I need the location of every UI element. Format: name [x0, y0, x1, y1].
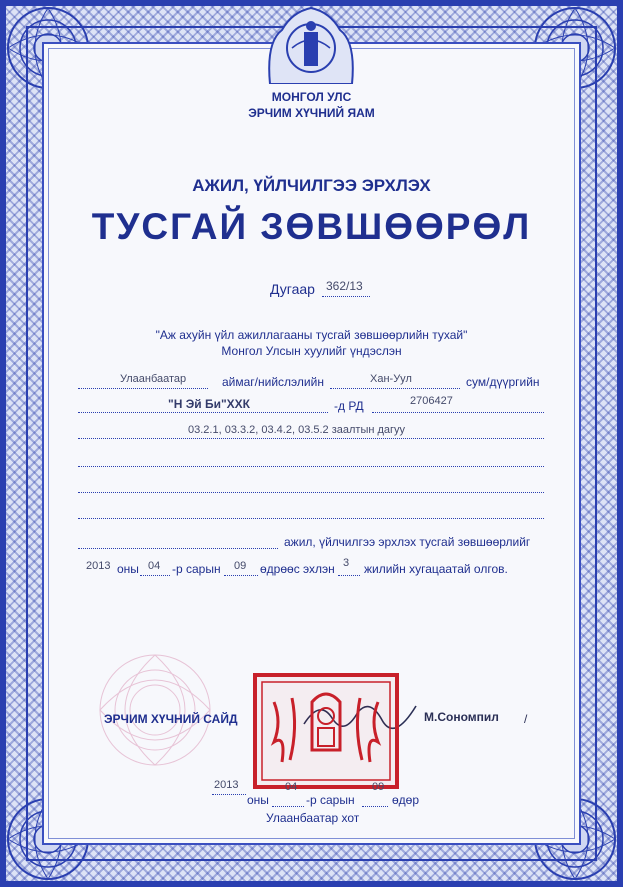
city-value: Улаанбаатар [120, 373, 187, 385]
issue-month-label: -р сарын [306, 793, 355, 807]
law-basis-line1: "Аж ахуйн үйл ажиллагааны тусгай зөвшөөрлийн тухай" [155, 328, 468, 342]
country-name: МОНГОЛ УЛС [271, 90, 352, 104]
fill-line [330, 388, 460, 389]
official-seal-stamp-icon [252, 672, 400, 790]
validity-years: 3 [343, 557, 350, 569]
state-emblem-icon [262, 2, 360, 84]
fill-line [362, 806, 388, 807]
document-subtitle: АЖИЛ, ҮЙЛЧИЛГЭЭ ЭРХЛЭХ [192, 176, 431, 195]
number-label: Дугаар [270, 281, 315, 297]
fill-line [78, 412, 328, 413]
issue-place: Улаанбаатар хот [266, 811, 360, 825]
fill-line [140, 575, 170, 576]
fill-line [224, 575, 258, 576]
fill-line [78, 548, 278, 549]
fill-line [78, 492, 544, 493]
law-basis-line2: Монгол Улсын хуулийг үндэслэн [221, 344, 402, 358]
ministry-name: ЭРЧИМ ХҮЧНИЙ ЯАМ [248, 106, 375, 120]
number-value: 362/13 [326, 279, 363, 293]
start-day: 09 [234, 560, 247, 572]
rd-value: 2706427 [410, 395, 453, 407]
sum-label: сум/дүүргийн [466, 375, 540, 389]
fill-line [78, 466, 544, 467]
fill-line [78, 388, 208, 389]
company-name: "Н Эй Би"ХХК [168, 397, 250, 411]
aimag-label: аймаг/нийслэлийн [222, 375, 324, 389]
fill-line [78, 438, 544, 439]
issue-month: 04 [285, 781, 298, 793]
fill-line [212, 794, 246, 795]
validity-label: жилийн хугацаатай олгов. [364, 562, 508, 576]
signatory-role: ЭРЧИМ ХҮЧНИЙ САЙД [104, 712, 238, 726]
fill-line [272, 806, 304, 807]
fill-line [338, 575, 360, 576]
district-value: Хан-Уул [370, 373, 412, 385]
number-dots [322, 296, 370, 297]
signature-slash: / [524, 712, 528, 726]
fill-line [372, 412, 544, 413]
day-label: өдрөөс эхлэн [260, 562, 335, 576]
clauses-value: 03.2.1, 03.3.2, 03.4.2, 03.5.2 заалтын дагуу [188, 424, 406, 436]
start-year: 2013 [86, 560, 111, 572]
issue-day: 09 [372, 781, 385, 793]
grant-text: ажил, үйлчилгээ эрхлэх тусгай зөвшөөрлийг [284, 535, 531, 549]
issue-year: 2013 [214, 779, 239, 791]
watermark-rosette-icon [70, 640, 240, 780]
start-month: 04 [148, 560, 161, 572]
month-label: -р сарын [172, 562, 221, 576]
rd-label: -д РД [334, 399, 364, 413]
signatory-name: М.Сономпил [424, 710, 499, 724]
issue-day-label: өдөр [392, 793, 420, 807]
document-title: ТУСГАЙ ЗӨВШӨӨРӨЛ [91, 206, 532, 247]
fill-line [78, 518, 544, 519]
year-label: оны [117, 562, 139, 576]
issue-year-label: оны [247, 793, 269, 807]
